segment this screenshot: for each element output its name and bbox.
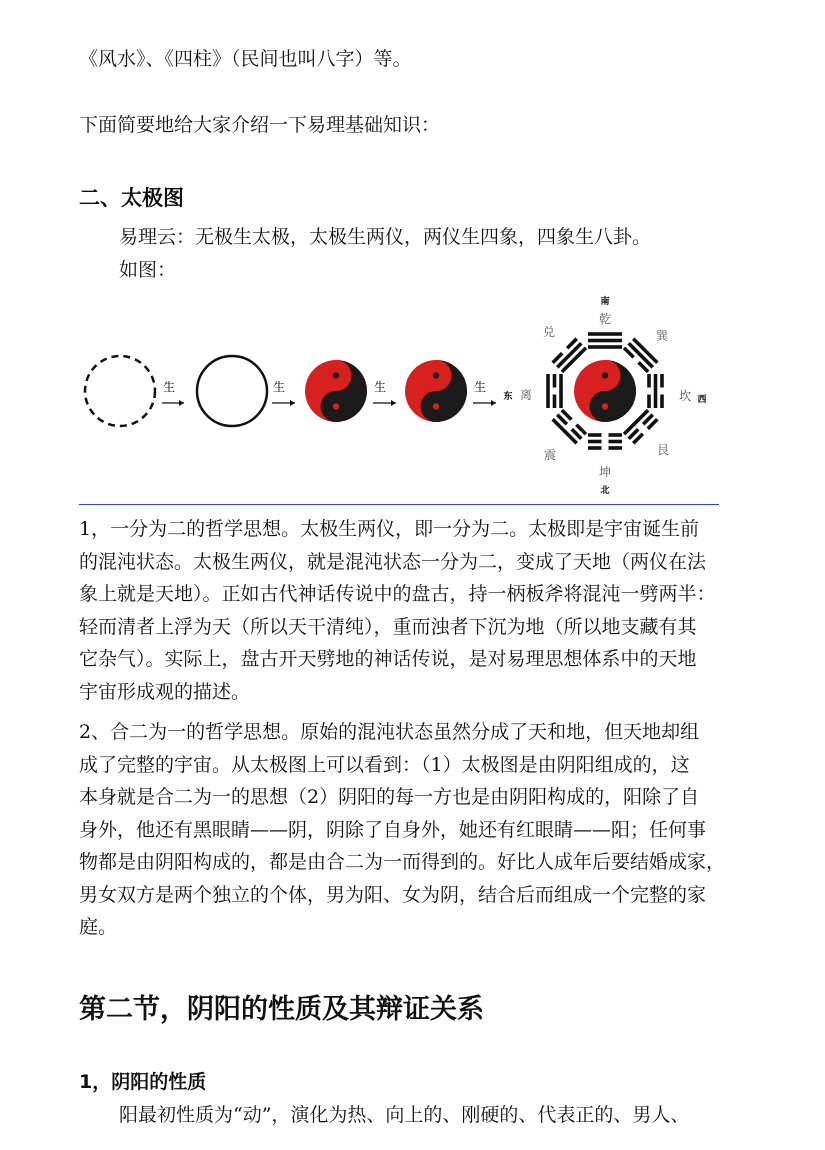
intro-line-2: 下面简要地给大家介绍一下易理基础知识： (79, 114, 441, 136)
intro-line-1: 《风水》、《四柱》（民间也叫八字）等。 (79, 48, 412, 70)
trigram-qian (588, 332, 622, 349)
paragraph-2 (79, 716, 767, 944)
direction-south: 南 (600, 297, 610, 307)
trigram-li (546, 374, 563, 408)
paragraph-2-line: 身外，他还有黑眼睛——阴，阴除了自身外，她还有红眼睛——阳；任何事 (79, 818, 707, 841)
trigram-dui (551, 337, 587, 373)
trigram-label-dui: 兑 (542, 325, 556, 339)
sub-heading: 1，阴阳的性质 (79, 1071, 207, 1093)
paragraph-1-line: 轻而清者上浮为天（所以天干清纯），重而浊者下沉为地（所以地支藏有其 (79, 615, 697, 638)
yinyang-symbol-2 (405, 360, 467, 422)
separator-rule (79, 504, 719, 505)
paragraph-2-line: 本身就是合二为一的思想（2）阴阳的每一方也是由阴阳构成的，阳除了自 (79, 786, 700, 808)
chapter-heading: 第二节，阴阳的性质及其辩证关系 (79, 994, 484, 1025)
trigram-xun (623, 337, 659, 373)
paragraph-2-line: 男女双方是两个独立的个体，男为阳、女为阴，结合后而组成一个完整的家 (79, 883, 707, 906)
taiji-circle (197, 356, 267, 426)
paragraph-2-line: 成了完整的宇宙。从太极图上可以看到：（1）太极图是由阴阳组成的，这 (79, 753, 690, 776)
trigram-gen (623, 409, 659, 445)
trigram-kan (647, 374, 664, 408)
paragraph-2-line: 物都是由阴阳构成的，都是由合二为一而得到的。好比人成年后要结婚成家， (79, 851, 726, 873)
taiji-diagram (78, 287, 718, 502)
direction-west: 西 (697, 395, 707, 405)
arrow-label-4: 生 (474, 380, 487, 394)
paragraph-1-line: 的混沌状态。太极生两仪，就是混沌状态一分为二，变成了天地（两仪在法 (79, 550, 707, 573)
trigram-label-li: 离 (519, 388, 533, 402)
trigram-label-xun: 巽 (655, 329, 669, 343)
trigram-label-gen: 艮 (656, 443, 670, 457)
paragraph-1-line: 1，一分为二的哲学思想。太极生两仪，即一分为二。太极即是宇宙诞生前 (79, 518, 700, 540)
taiji-text-2: 如图： (119, 259, 177, 281)
paragraph-1-line: 象上就是天地）。正如古代神话传说中的盘古，持一柄板斧将混沌一劈两半： (79, 583, 716, 605)
yinyang-symbol-1 (305, 360, 367, 422)
taiji-text-1: 易理云：无极生太极，太极生两仪，两仪生四象，四象生八卦。 (119, 226, 652, 248)
direction-east: 东 (503, 392, 513, 402)
wuji-circle (85, 356, 155, 426)
trigram-label-qian: 乾 (598, 312, 612, 326)
paragraph-1-line: 宇宙形成观的描述。 (79, 680, 251, 703)
paragraph-2-line: 2、合二为一的哲学思想。原始的混沌状态虽然分成了天和地，但天地却组 (79, 721, 700, 743)
trigram-label-kan: 坎 (678, 389, 692, 403)
direction-north: 北 (600, 486, 610, 496)
trigram-zhen (551, 409, 587, 445)
trigram-label-zhen: 震 (543, 448, 557, 462)
paragraph-1 (79, 513, 767, 708)
paragraph-2-line: 庭。 (79, 916, 118, 938)
section-heading-taiji: 二、太极图 (79, 186, 184, 210)
arrow-label-2: 生 (273, 380, 286, 394)
trigram-kun (588, 433, 622, 450)
trigram-label-kun: 坤 (598, 465, 612, 479)
paragraph-1-line: 它杂气）。实际上，盘古开天劈地的神话传说，是对易理思想体系中的天地 (79, 648, 697, 670)
bagua-diagram (503, 295, 706, 496)
yinyang-symbol-center (574, 360, 636, 422)
section2-text: 阳最初性质为“动”，演化为热、向上的、刚硬的、代表正的、男人、 (119, 1104, 690, 1126)
arrow-label-1: 生 (163, 380, 176, 394)
arrow-label-3: 生 (374, 380, 387, 394)
